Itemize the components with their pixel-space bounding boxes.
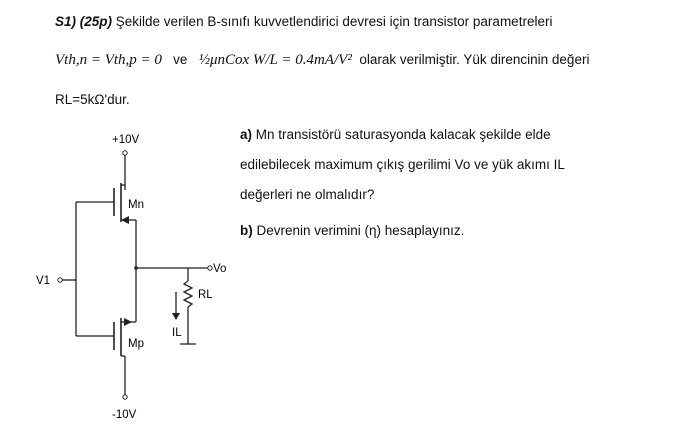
question-tail: olarak verilmiştir. Yük direncinin değeri <box>359 52 590 67</box>
il-label: IL <box>172 327 182 339</box>
and-word: ve <box>173 52 188 67</box>
input-label: V1 <box>36 275 51 287</box>
mn-label: Mn <box>128 199 144 211</box>
input-terminal <box>58 278 62 282</box>
mp-source-arrow <box>124 318 132 326</box>
part-a-text-1: Mn transistörü saturasyonda kalacak şekilde elde <box>255 127 551 142</box>
mn-source-arrow <box>121 216 129 224</box>
part-a-label: a) <box>240 127 253 142</box>
part-a-line-3: değerleri ne olmalıdır? <box>240 187 375 202</box>
vdd-terminal <box>123 151 127 155</box>
output-node-dot <box>134 266 138 270</box>
output-label: Vo <box>213 263 227 275</box>
question-intro: Şekilde verilen B-sınıfı kuvvetlendirici devresi için transistor parametreleri <box>115 14 553 29</box>
vdd-label: +10V <box>112 134 140 146</box>
k-equation: ½μnCox W/L = 0.4mA/V² <box>198 52 352 68</box>
il-arrow-head <box>172 313 180 320</box>
vss-label: -10V <box>112 409 137 421</box>
question-number: S1) (25p) <box>55 14 113 29</box>
output-terminal <box>208 266 212 270</box>
rl-label: RL <box>198 289 213 301</box>
load-value: RL=5kΩ'dur. <box>55 92 130 107</box>
part-b-text: Devrenin verimini (η) hesaplayınız. <box>256 223 465 238</box>
mp-label: Mp <box>128 338 144 350</box>
vss-terminal <box>123 395 127 399</box>
rl-resistor-zigzag <box>184 281 192 307</box>
threshold-equation: Vth,n = Vth,p = 0 <box>55 52 162 68</box>
part-a-line-2: edilebilecek maximum çıkış gerilimi Vo ve yük akımı IL <box>240 157 565 172</box>
part-b-label: b) <box>240 223 253 238</box>
